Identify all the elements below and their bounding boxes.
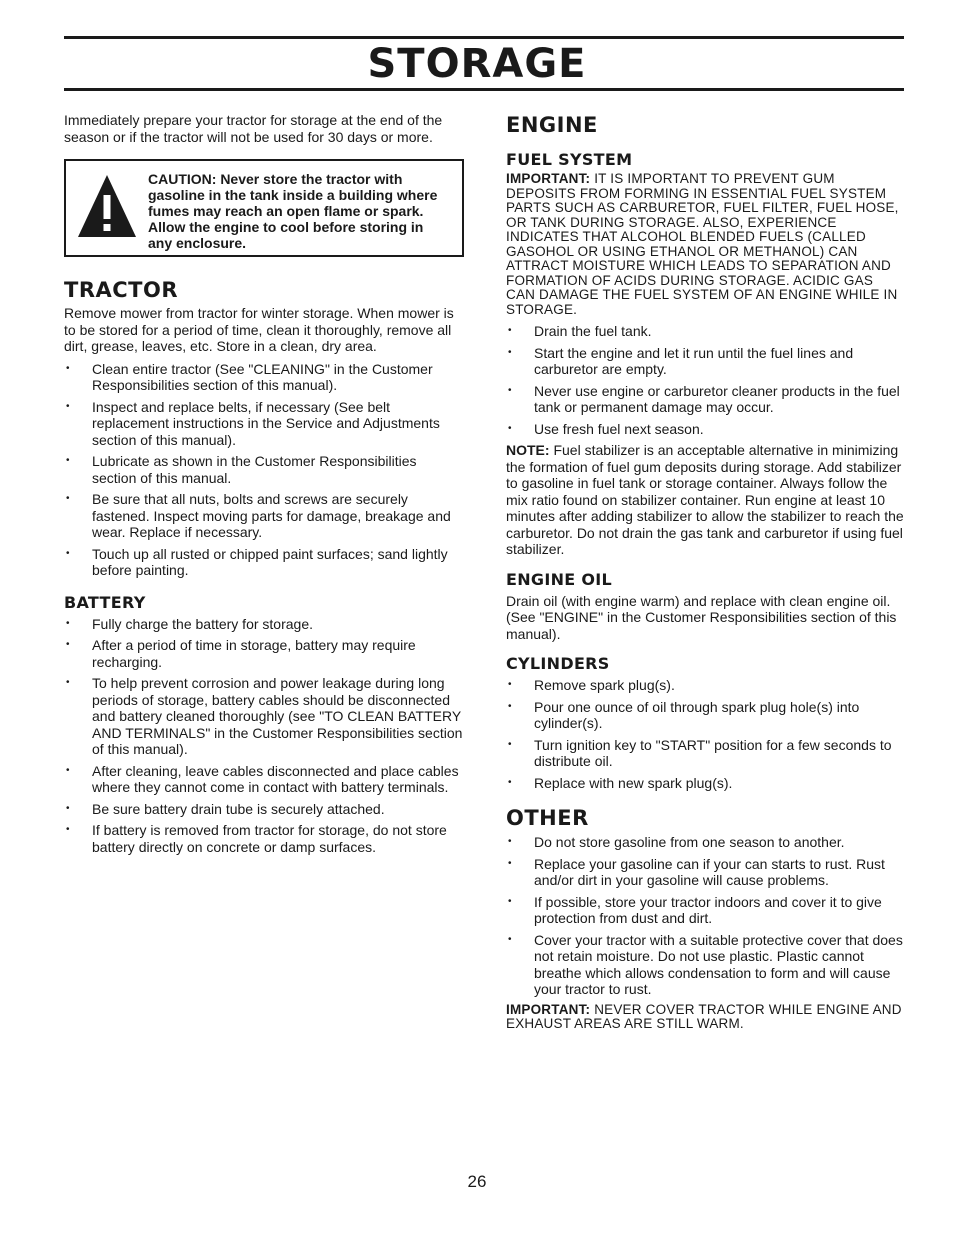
list-item: • Use fresh fuel next season. xyxy=(506,421,904,438)
caution-box xyxy=(64,159,464,257)
important-label: IMPORTANT: xyxy=(506,1001,591,1017)
page-title: STORAGE xyxy=(367,41,587,87)
right-column xyxy=(506,112,904,1032)
list-item: • Be sure that all nuts, bolts and screws are securely fastened. Inspect moving parts for damage, breakage and wear. Replace if necessary. xyxy=(64,491,464,541)
list-item: • Drain the fuel tank. xyxy=(506,323,904,340)
other-important-paragraph xyxy=(506,1003,904,1032)
left-column xyxy=(64,112,464,855)
list-item: • Never use engine or carburetor cleaner products in the fuel tank or permanent damage may occur. xyxy=(506,383,904,416)
note-label: NOTE: xyxy=(506,442,550,458)
list-item: • After a period of time in storage, battery may require recharging. xyxy=(64,637,464,670)
tractor-heading: TRACTOR xyxy=(64,278,179,302)
tractor-list xyxy=(64,361,464,579)
engine-heading: ENGINE xyxy=(506,113,598,137)
list-item: • To help prevent corrosion and power leakage during long periods of storage, battery cables should be disconnected and battery cleaned thoroughly (see "TO CLEAN BATTERY AND TERMINALS" in the Customer Responsibilities section of this manual). xyxy=(64,675,464,758)
list-item: • Start the engine and let it run until the fuel lines and carburetor are empty. xyxy=(506,345,904,378)
title-underline-rule xyxy=(64,88,904,91)
list-item: • Turn ignition key to "START" position for a few seconds to distribute oil. xyxy=(506,737,904,770)
other-heading: OTHER xyxy=(506,806,589,830)
top-rule xyxy=(64,36,904,39)
fuel-important-paragraph xyxy=(506,172,904,317)
list-item: • Fully charge the battery for storage. xyxy=(64,616,464,633)
important-label: IMPORTANT: xyxy=(506,171,591,186)
cylinders-list xyxy=(506,677,904,791)
tractor-paragraph: Remove mower from tractor for winter storage. When mower is to be stored for a period of time, clean it thoroughly, remove all dirt, grease, leaves, etc. Store in a clean, dry area. xyxy=(64,305,454,354)
battery-heading: BATTERY xyxy=(64,592,146,612)
engine-oil-paragraph: Drain oil (with engine warm) and replace with clean engine oil. (See "ENGINE" in the Customer Responsibilities section of this manual). xyxy=(506,592,897,642)
list-item: • Replace your gasoline can if your can starts to rust. Rust and/or dirt in your gasoline will cause problems. xyxy=(506,856,904,889)
engine-oil-heading: ENGINE OIL xyxy=(506,569,613,589)
important-text: NEVER COVER TRACTOR WHILE ENGINE AND EXHAUST AREAS ARE STILL WARM. xyxy=(506,1001,902,1031)
list-item: • Inspect and replace belts, if necessary (See belt replacement instructions in the Service and Adjustments section of this manual). xyxy=(64,399,464,449)
other-list xyxy=(506,834,904,998)
warning-triangle-icon xyxy=(76,173,138,244)
caution-text: CAUTION: Never store the tractor with gasoline in the tank inside a building where fumes may reach an open flame or spark. Allow the engine to cool before storing in any enclosure. xyxy=(148,171,438,251)
fuel-system-list xyxy=(506,323,904,437)
important-text: IT IS IMPORTANT TO PREVENT GUM DEPOSITS FROM FORMING IN ESSENTIAL FUEL SYSTEM PARTS SUCH AS CARBURETOR, FUEL FILTER, FUEL HOSE, OR TANK DURING STORAGE. ALSO, EXPERIENCE INDICATES THAT ALCOHOL BLENDED FUELS (CALLED GASOHOL OR USING ETHANOL OR METHANOL) CAN ATTRACT MOISTURE WHICH LEADS TO SEPARATION AND FORMATION OF ACIDS DURING STORAGE. ACIDIC GAS CAN DAMAGE THE FUEL SYSTEM OF AN ENGINE WHILE IN STORAGE. xyxy=(506,171,899,317)
note-text: Fuel stabilizer is an acceptable alternative in minimizing the formation of fuel gum deposits during storage. Add stabilizer to gasoline in fuel tank or storage container. Always follow the mix ratio found on stabilizer container. Run engine at least 10 minutes after adding stabilizer to allow the stabilizer to reach the carburetor. Do not drain the gas tank and carburetor if using fuel stabilizer. xyxy=(506,442,904,557)
list-item: • Replace with new spark plug(s). xyxy=(506,775,904,792)
list-item: • Lubricate as shown in the Customer Responsibilities section of this manual. xyxy=(64,453,464,486)
intro-paragraph: Immediately prepare your tractor for storage at the end of the season or if the tractor will not be used for 30 days or more. xyxy=(64,112,443,145)
page-number: 26 xyxy=(467,1172,487,1191)
battery-list xyxy=(64,616,464,856)
list-item: • If possible, store your tractor indoors and cover it to give protection from dust and dirt. xyxy=(506,894,904,927)
list-item: • If battery is removed from tractor for storage, do not store battery directly on concrete or damp surfaces. xyxy=(64,822,464,855)
list-item: • Be sure battery drain tube is securely attached. xyxy=(64,801,464,818)
list-item: • Do not store gasoline from one season to another. xyxy=(506,834,904,851)
list-item: • Remove spark plug(s). xyxy=(506,677,904,694)
list-item: • Touch up all rusted or chipped paint surfaces; sand lightly before painting. xyxy=(64,546,464,579)
fuel-system-heading: FUEL SYSTEM xyxy=(506,150,633,169)
list-item: • Pour one ounce of oil through spark plug hole(s) into cylinder(s). xyxy=(506,699,904,732)
list-item: • After cleaning, leave cables disconnected and place cables where they cannot come in contact with battery terminals. xyxy=(64,763,464,796)
list-item: • Clean entire tractor (See "CLEANING" in the Customer Responsibilities section of this manual). xyxy=(64,361,464,394)
list-item: • Cover your tractor with a suitable protective cover that does not retain moisture. Do not use plastic. Plastic cannot breathe which allows condensation to form and will cause your tractor to rust. xyxy=(506,932,904,998)
cylinders-heading: CYLINDERS xyxy=(506,654,610,673)
fuel-note-paragraph xyxy=(506,442,904,558)
